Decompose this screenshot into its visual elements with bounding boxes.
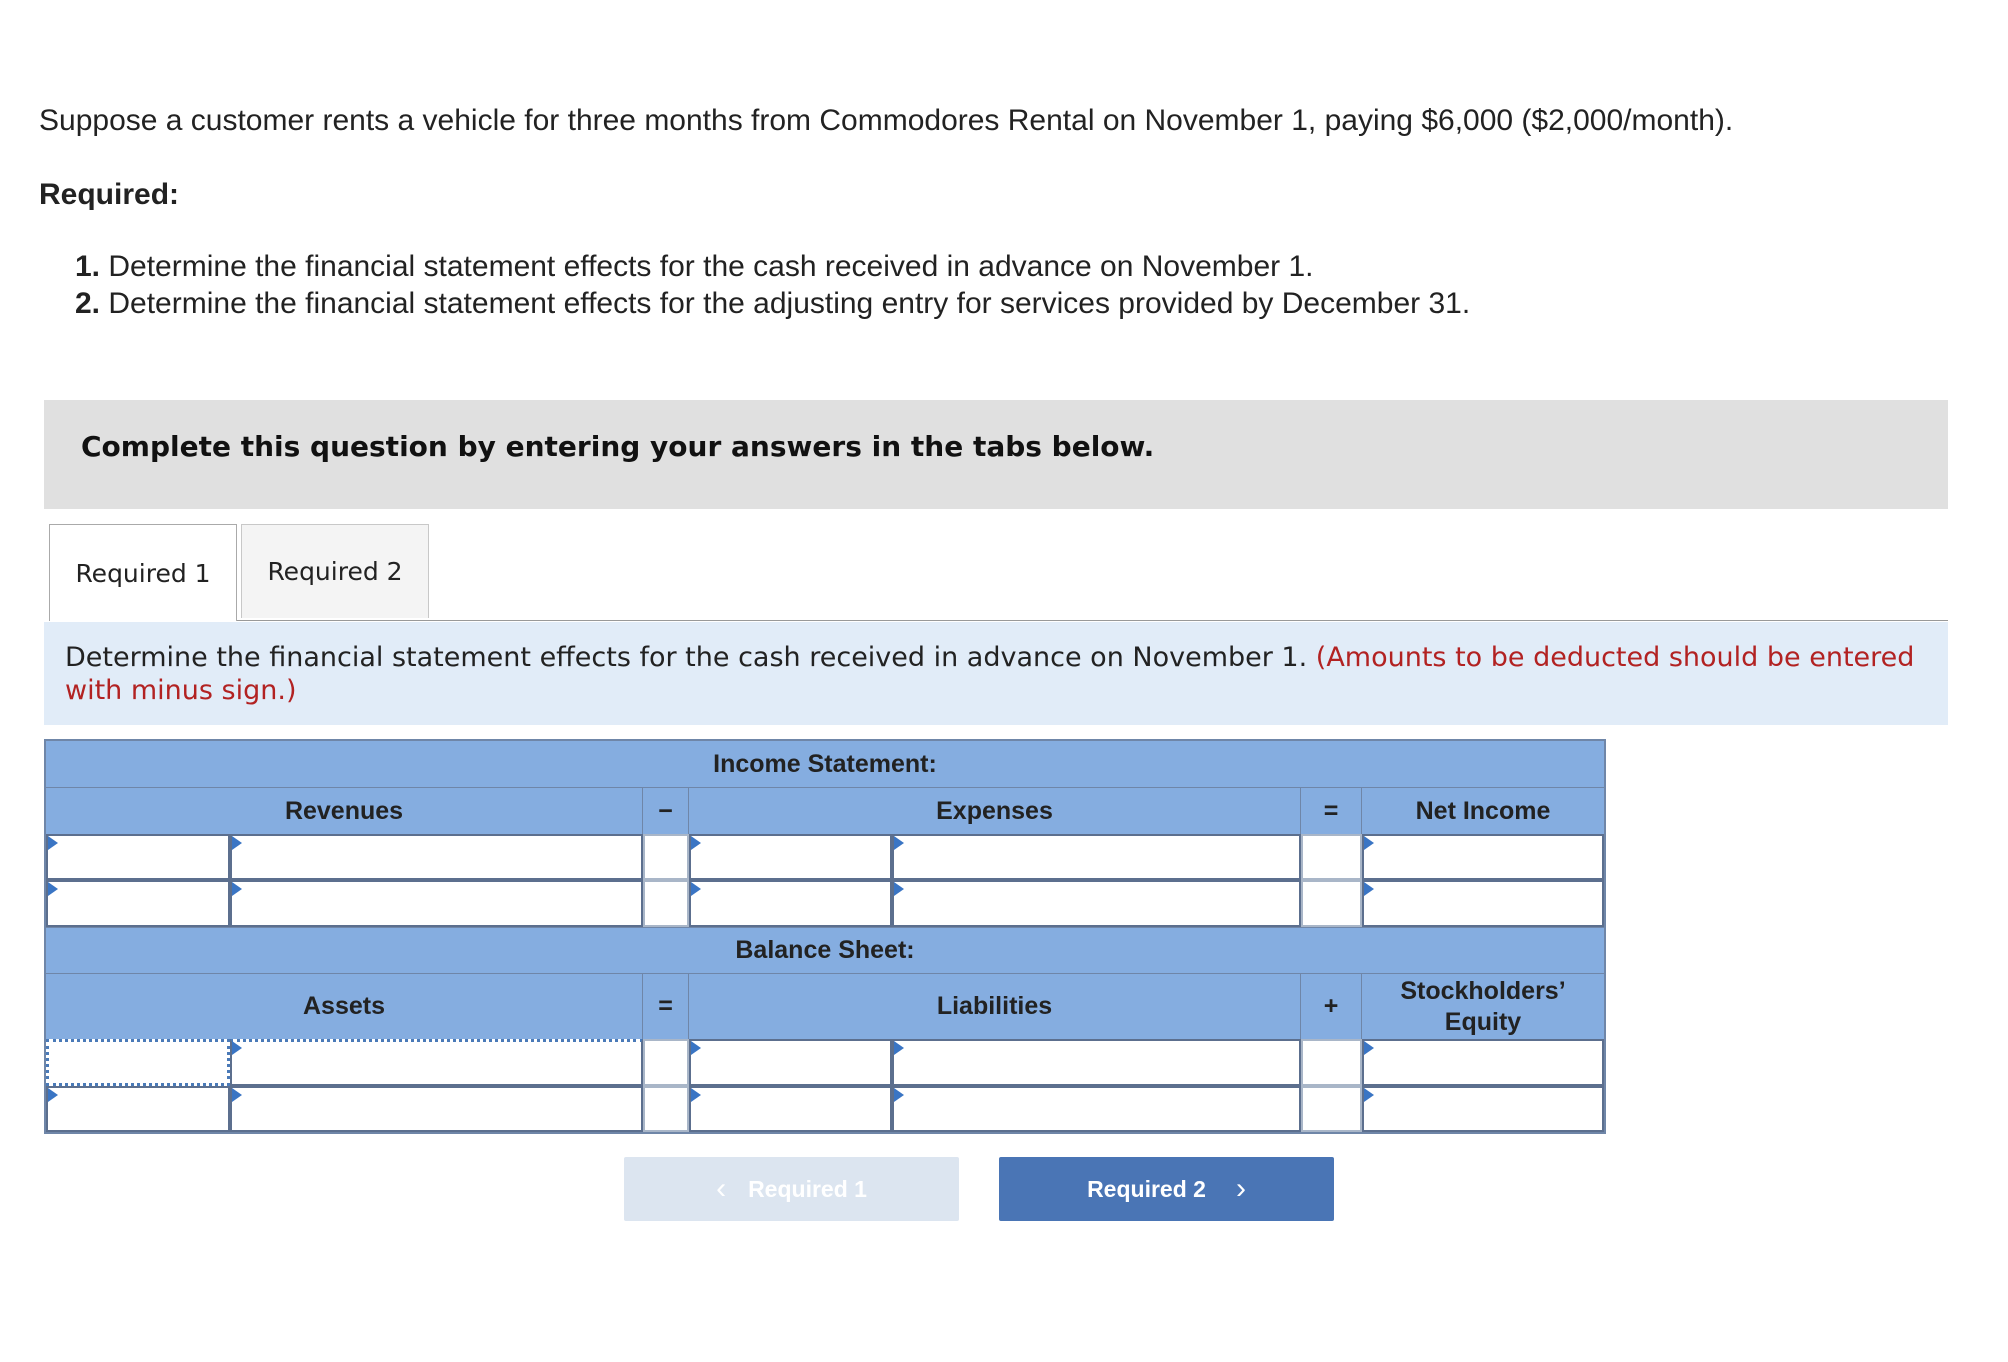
op-equals: = <box>1301 788 1362 834</box>
op-blank <box>643 880 689 927</box>
op-blank <box>1301 880 1362 927</box>
op-blank <box>1301 1086 1362 1132</box>
tab-required-2[interactable]: Required 2 <box>241 524 429 618</box>
col-liabilities: Liabilities <box>689 973 1301 1039</box>
dropdown-marker-icon <box>691 836 701 850</box>
tab-required-1[interactable]: Required 1 <box>49 524 237 621</box>
instructions-banner <box>44 400 1948 509</box>
revenues-amount-1[interactable] <box>230 834 643 880</box>
dropdown-marker-icon <box>48 836 58 850</box>
dropdown-marker-icon <box>48 1088 58 1102</box>
liabilities-amount-1[interactable] <box>892 1039 1301 1086</box>
dropdown-marker-icon <box>232 1041 242 1055</box>
dropdown-marker-icon <box>1364 882 1374 896</box>
net-income-amount-2[interactable] <box>1362 880 1604 927</box>
liabilities-amount-2[interactable] <box>892 1086 1301 1132</box>
dropdown-marker-icon <box>1364 836 1374 850</box>
intro-text: Suppose a customer rents a vehicle for three months from Commodores Rental on November 1, paying $6,000 ($2,000/month). <box>39 104 1734 137</box>
col-revenues: Revenues <box>46 788 643 834</box>
col-stockholders-equity: Stockholders’ Equity <box>1362 973 1604 1039</box>
banner-text: Complete this question by entering your answers in the tabs below. <box>81 430 1155 463</box>
instruction-text: Determine the financial statement effects for the cash received in advance on November 1. <box>65 642 1308 673</box>
required-item-2: 2. Determine the financial statement effects for the adjusting entry for services provided by December 31. <box>75 287 1471 320</box>
required-heading: Required: <box>39 178 180 211</box>
expenses-amount-2[interactable] <box>892 880 1301 927</box>
tab-divider <box>237 620 1948 621</box>
liabilities-account-2[interactable] <box>689 1086 892 1132</box>
dropdown-marker-icon <box>894 1041 904 1055</box>
income-statement-title: Income Statement: <box>46 741 1604 787</box>
dropdown-marker-icon <box>894 836 904 850</box>
dropdown-marker-icon <box>1364 1088 1374 1102</box>
required-item-1: 1. Determine the financial statement effects for the cash received in advance on November 1. <box>75 250 1314 283</box>
revenues-account-1[interactable] <box>46 834 230 880</box>
chevron-right-icon: › <box>1235 1172 1246 1205</box>
col-net-income: Net Income <box>1362 788 1604 834</box>
liabilities-account-1[interactable] <box>689 1039 892 1086</box>
op-blank <box>1301 834 1362 880</box>
op-blank <box>643 834 689 880</box>
revenues-account-2[interactable] <box>46 880 230 927</box>
dropdown-marker-icon <box>691 1088 701 1102</box>
op-blank <box>1301 1039 1362 1086</box>
dropdown-marker-icon <box>1364 1041 1374 1055</box>
op-blank <box>643 1039 689 1086</box>
expenses-account-1[interactable] <box>689 834 892 880</box>
expenses-amount-1[interactable] <box>892 834 1301 880</box>
dropdown-marker-icon <box>48 882 58 896</box>
required-list <box>75 248 1470 322</box>
dropdown-marker-icon <box>232 882 242 896</box>
op-minus: − <box>643 788 689 834</box>
dropdown-marker-icon <box>691 1041 701 1055</box>
dropdown-marker-icon <box>894 882 904 896</box>
equity-amount-1[interactable] <box>1362 1039 1604 1086</box>
op-blank <box>643 1086 689 1132</box>
instruction-note: (Amounts to be deducted should be entered with minus sign.) <box>65 642 1915 706</box>
assets-amount-2[interactable] <box>230 1086 643 1132</box>
answer-grid <box>44 739 1606 1134</box>
dropdown-marker-icon <box>232 836 242 850</box>
balance-sheet-title: Balance Sheet: <box>46 927 1604 973</box>
revenues-amount-2[interactable] <box>230 880 643 927</box>
next-button[interactable] <box>999 1157 1334 1221</box>
expenses-account-2[interactable] <box>689 880 892 927</box>
dropdown-marker-icon <box>232 1088 242 1102</box>
next-button-label: Required 2 <box>1087 1175 1206 1202</box>
assets-account-1[interactable] <box>46 1039 230 1086</box>
equity-amount-2[interactable] <box>1362 1086 1604 1132</box>
assets-account-2[interactable] <box>46 1086 230 1132</box>
chevron-left-icon: ‹ <box>716 1172 727 1205</box>
op-equals-bs: = <box>643 973 689 1039</box>
dropdown-marker-icon <box>691 882 701 896</box>
col-assets: Assets <box>46 973 643 1039</box>
tab-instruction <box>44 622 1948 725</box>
prev-button-label: Required 1 <box>748 1175 867 1202</box>
op-plus: + <box>1301 973 1362 1039</box>
assets-amount-1[interactable] <box>230 1039 643 1086</box>
col-expenses: Expenses <box>689 788 1301 834</box>
dropdown-marker-icon <box>894 1088 904 1102</box>
net-income-amount-1[interactable] <box>1362 834 1604 880</box>
prev-button <box>624 1157 959 1221</box>
